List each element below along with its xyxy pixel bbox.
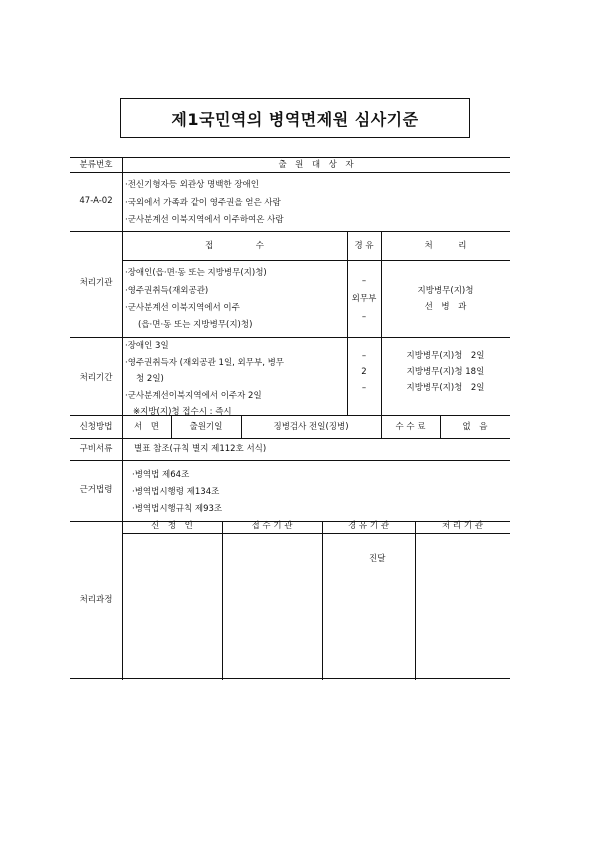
document-title: 제1국민역의 병역면제원 심사기준 bbox=[120, 98, 470, 138]
via-period-days: 2 bbox=[361, 367, 367, 377]
via-dash: – bbox=[361, 276, 367, 286]
filing-date-label: 출원기일 bbox=[189, 422, 223, 432]
process-column-header: 처 리 bbox=[424, 241, 467, 251]
receipt-item: ·영주권취득(재외공관) bbox=[125, 286, 209, 296]
target-header-label: 출 원 대 상 자 bbox=[278, 160, 354, 170]
fee-label: 수 수 료 bbox=[395, 422, 426, 432]
receipt-item: ·장애인(읍·면·동 또는 지방병무(지)청) bbox=[125, 268, 267, 278]
period-item: ·장애인 3일 bbox=[125, 341, 169, 351]
period-item: 청 2일) bbox=[136, 374, 164, 384]
period-note: ※지방(지)청 접수시 : 즉시 bbox=[133, 407, 232, 417]
via-column-header: 경 유 bbox=[354, 241, 374, 251]
filing-date-value: 징병검사 전일(징병) bbox=[273, 422, 349, 432]
legal-basis-item: ·병역법 제64조 bbox=[132, 470, 190, 480]
criteria-table bbox=[70, 157, 510, 679]
flow-column-receiving-agency: 접 수 기 관 bbox=[251, 521, 293, 531]
receipt-item: ·군사분계선 이북지역에서 이주 bbox=[125, 303, 240, 313]
required-documents-value: 별표 참조(규칙 별지 제112호 서식) bbox=[134, 444, 267, 454]
flow-column-via-agency: 경 유 기 관 bbox=[348, 521, 389, 531]
process-period: 지방병무(지)청 18일 bbox=[406, 367, 485, 377]
legal-basis-item: ·병역법시행령 제134조 bbox=[132, 487, 220, 497]
process-department: 선 병 과 bbox=[424, 302, 467, 312]
process-flow-label: 처리과정 bbox=[79, 595, 113, 605]
application-method-value: 서 면 bbox=[134, 422, 159, 432]
process-period: 지방병무(지)청 2일 bbox=[406, 383, 485, 393]
process-period: 지방병무(지)청 2일 bbox=[406, 351, 485, 361]
classification-code: 47-A-02 bbox=[79, 196, 113, 206]
flow-column-processing-agency: 처 리 기 관 bbox=[442, 521, 483, 531]
via-period-dash: – bbox=[361, 351, 367, 361]
process-agency: 지방병무(지)청 bbox=[417, 286, 474, 296]
required-documents-label: 구비서류 bbox=[79, 444, 113, 454]
via-dash: – bbox=[361, 312, 367, 322]
period-item: ·군사분계선이북지역에서 이주자 2일 bbox=[125, 391, 262, 401]
classification-header-label: 분류번호 bbox=[79, 160, 113, 170]
legal-basis-item: ·병역법시행규칙 제93조 bbox=[132, 504, 223, 514]
flow-forward-note: 진달 bbox=[369, 554, 386, 564]
target-item: ·전신기형자등 외관상 명백한 장애인 bbox=[125, 180, 259, 190]
processing-period-label: 처리기간 bbox=[79, 373, 113, 383]
application-method-label: 신청방법 bbox=[79, 422, 113, 432]
flow-column-applicant: 신 청 인 bbox=[151, 521, 193, 531]
fee-value: 없 음 bbox=[462, 422, 488, 432]
processing-agency-label: 처리기관 bbox=[79, 278, 113, 288]
receipt-column-header: 접 수 bbox=[205, 241, 264, 251]
via-period-dash: – bbox=[361, 383, 367, 393]
legal-basis-label: 근거법령 bbox=[79, 485, 113, 495]
period-item: ·영주권취득자 (재외공관 1일, 외무부, 병무 bbox=[125, 358, 285, 368]
receipt-item: (읍·면·동 또는 지방병무(지)청) bbox=[138, 320, 253, 330]
via-agency: 외무부 bbox=[351, 294, 377, 304]
target-item: ·국외에서 가족과 같이 영주권을 얻은 사람 bbox=[125, 198, 281, 208]
target-item: ·군사분계선 이북지역에서 이주하여온 사람 bbox=[125, 215, 284, 225]
